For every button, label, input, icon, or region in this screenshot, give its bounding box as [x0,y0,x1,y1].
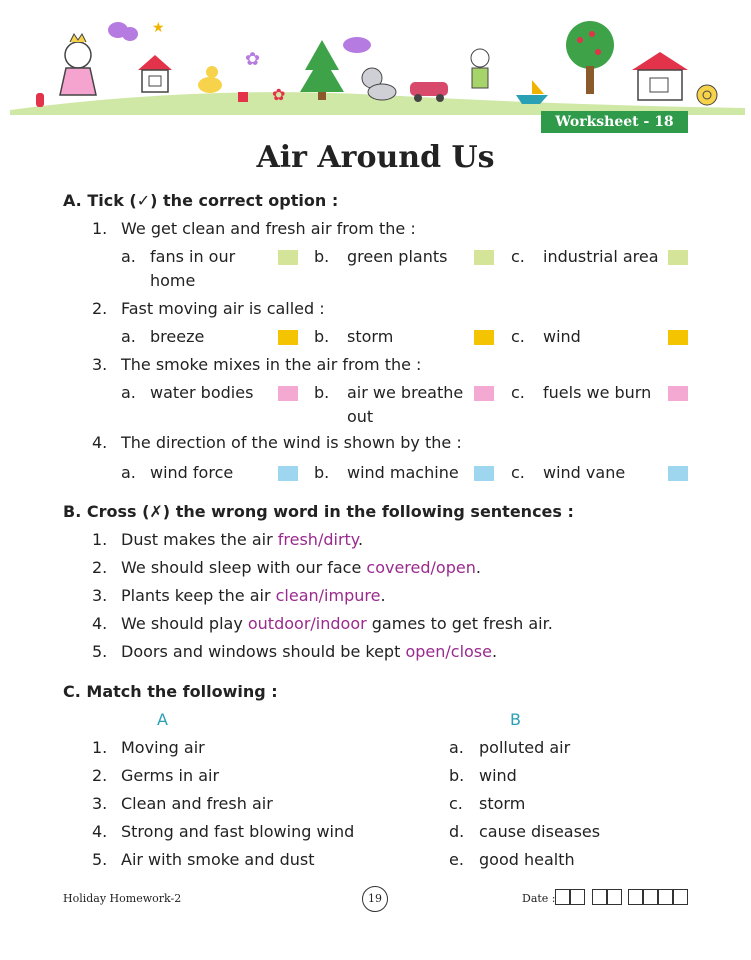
date-label: Date : [522,892,556,905]
tick-box[interactable] [668,466,688,481]
sentence-number: 1. [92,530,108,549]
section-b-heading: B. Cross (✗) the wrong word in the following sentences : [63,502,574,521]
svg-text:✿: ✿ [272,85,286,104]
question-number: 4. [92,433,108,452]
date-box[interactable] [673,889,688,905]
option-letter: c. [511,383,525,402]
match-item-a: Clean and fresh air [121,794,273,813]
option-letter: c. [511,247,525,266]
option-letter: b. [314,463,330,482]
sentence: Plants keep the air clean/impure. [121,586,386,605]
tick-box[interactable] [474,386,494,401]
option-letter: a. [121,327,136,346]
sentence-number: 5. [92,642,108,661]
pine-tree-icon [300,40,344,100]
boy-icon [471,49,489,88]
option-text: water bodies [150,383,254,402]
match-number: 2. [92,766,108,785]
question-number: 3. [92,355,108,374]
question-text: The smoke mixes in the air from the : [121,355,422,374]
option-letter: a. [121,247,136,266]
match-number: 3. [92,794,108,813]
butterfly-icon [108,22,138,41]
date-box[interactable] [592,889,607,905]
match-item-a: Moving air [121,738,205,757]
match-item-b: wind [479,766,517,785]
option-letter: b. [314,383,330,402]
match-item-b: good health [479,850,575,869]
page-number: 19 [362,886,388,912]
word-choice[interactable]: clean/impure [275,586,381,605]
match-item-a: Strong and fast blowing wind [121,822,355,841]
sentence-number: 4. [92,614,108,633]
word-choice[interactable]: outdoor/indoor [247,614,367,633]
tick-box[interactable] [668,250,688,265]
option-text: green plants [347,247,448,266]
date-box[interactable] [570,889,585,905]
tick-box[interactable] [668,330,688,345]
column-b-heading: B [510,710,521,729]
sentence: We should sleep with our face covered/open. [121,558,481,577]
match-item-b: polluted air [479,738,571,757]
svg-text:✿: ✿ [245,49,261,70]
tick-box[interactable] [278,386,298,401]
match-item-b: storm [479,794,526,813]
bottle-icon [36,93,44,107]
option-text: wind force [150,463,234,482]
question-number: 1. [92,219,108,238]
option-text: wind vane [543,463,626,482]
word-choice[interactable]: covered/open [366,558,476,577]
option-text: fans in our home [150,247,236,290]
match-number: 4. [92,822,108,841]
match-item-a: Air with smoke and dust [121,850,315,869]
option-text: breeze [150,327,205,346]
worksheet-tag: Worksheet - 18 [541,111,688,133]
girl-icon [60,34,96,95]
apple-tree-icon [566,21,614,94]
word-choice[interactable]: fresh/dirty [277,530,358,549]
date-box[interactable] [628,889,643,905]
header-illustration [0,0,751,115]
section-a-heading: A. Tick (✓) the correct option : [63,191,339,210]
option-letter: b. [314,327,330,346]
svg-text:★: ★ [152,20,165,36]
question-text: We get clean and fresh air from the : [121,219,416,238]
question-text: The direction of the wind is shown by the : [121,433,462,452]
sentence: Doors and windows should be kept open/close. [121,642,498,661]
tick-box[interactable] [278,466,298,481]
option-letter: c. [511,327,525,346]
match-number: 5. [92,850,108,869]
option-letter: b. [314,247,330,266]
sentence-number: 2. [92,558,108,577]
option-text: air we breathe out [347,383,464,426]
option-text: wind machine [347,463,459,482]
sentence: Dust makes the air fresh/dirty. [121,530,364,549]
tick-box[interactable] [278,330,298,345]
house-icon [138,55,172,92]
match-letter: b. [449,766,465,785]
tick-box[interactable] [278,250,298,265]
match-number: 1. [92,738,108,757]
tick-box[interactable] [474,250,494,265]
match-letter: e. [449,850,464,869]
match-item-a: Germs in air [121,766,220,785]
date-box[interactable] [643,889,658,905]
section-c-heading: C. Match the following : [63,682,278,701]
match-letter: d. [449,822,465,841]
footer-label: Holiday Homework-2 [63,892,182,905]
option-letter: a. [121,383,136,402]
house-icon [632,52,688,100]
page-title: Air Around Us [256,140,495,175]
tick-box[interactable] [668,386,688,401]
sentence-number: 3. [92,586,108,605]
match-item-b: cause diseases [479,822,601,841]
option-text: fuels we burn [543,383,652,402]
option-text: storm [347,327,394,346]
date-box[interactable] [555,889,570,905]
option-letter: c. [511,463,525,482]
option-letter: a. [121,463,136,482]
tick-box[interactable] [474,330,494,345]
option-text: industrial area [543,247,659,266]
match-letter: c. [449,794,463,813]
question-number: 2. [92,299,108,318]
snail-icon [697,85,717,105]
duck-icon [198,66,222,93]
column-a-heading: A [157,710,168,729]
date-box[interactable] [658,889,673,905]
tick-box[interactable] [474,466,494,481]
question-text: Fast moving air is called : [121,299,325,318]
boat-icon [516,80,548,104]
option-text: wind [543,327,581,346]
date-box[interactable] [607,889,622,905]
sentence: We should play outdoor/indoor games to get fresh air. [121,614,553,633]
match-letter: a. [449,738,464,757]
word-choice[interactable]: open/close [405,642,492,661]
